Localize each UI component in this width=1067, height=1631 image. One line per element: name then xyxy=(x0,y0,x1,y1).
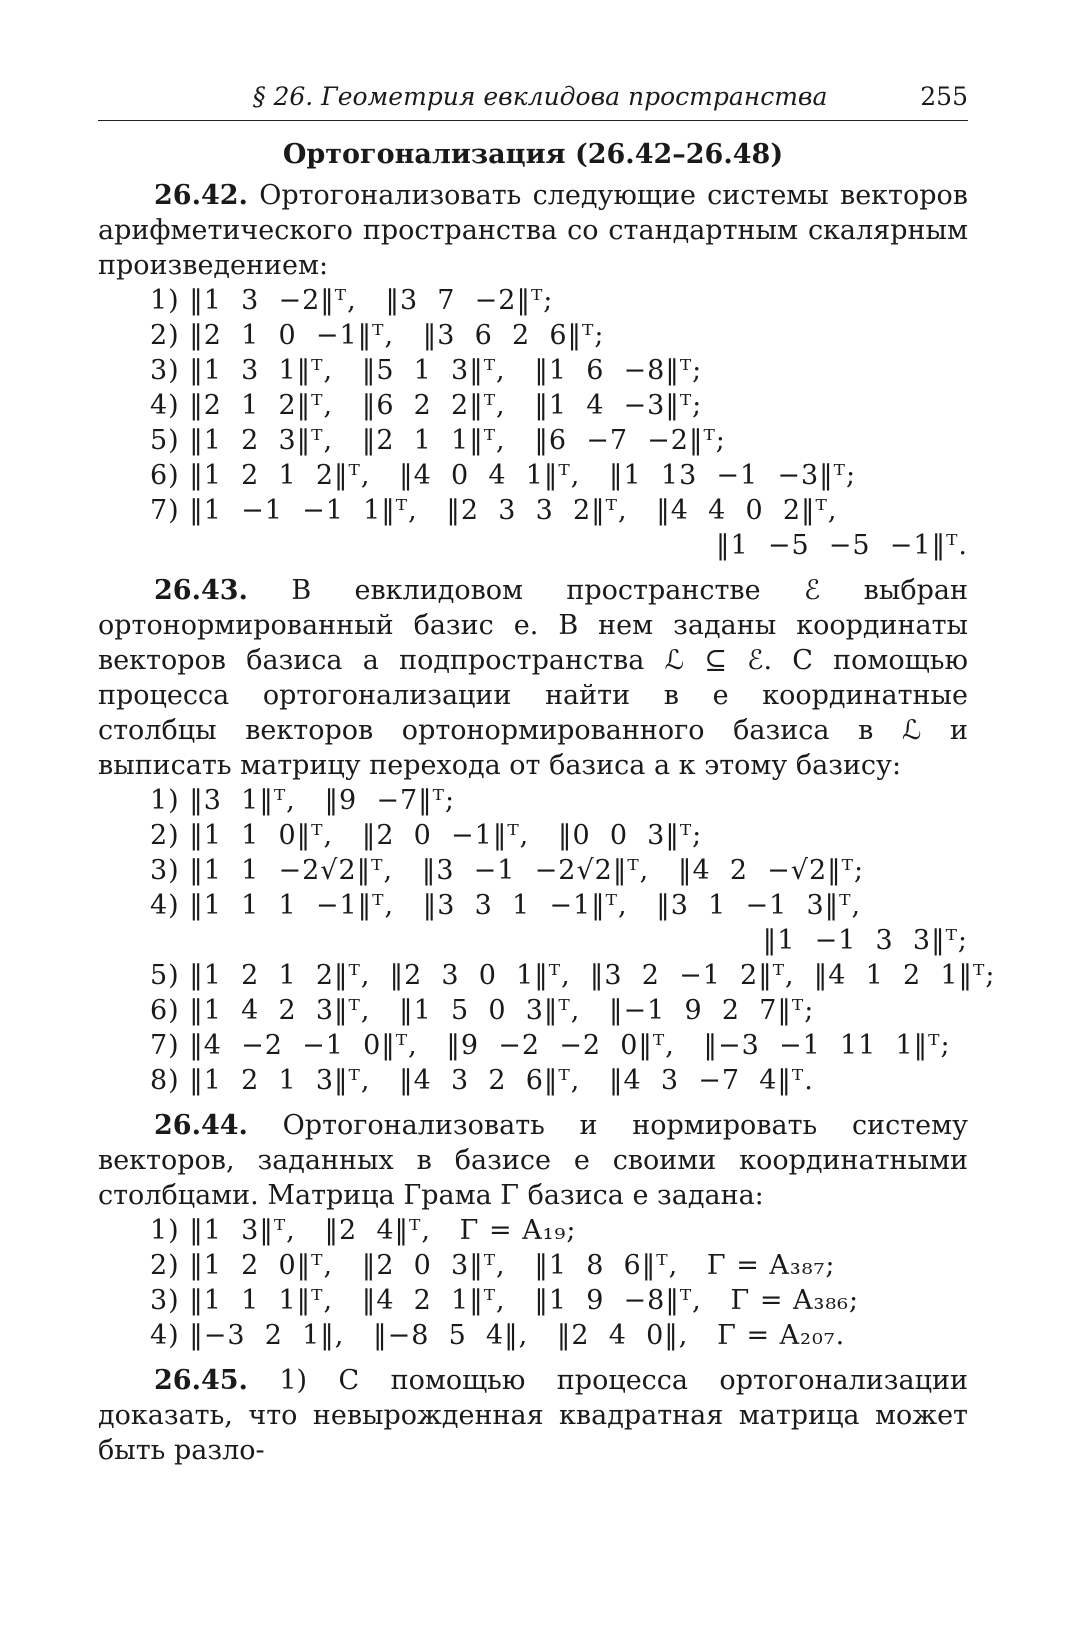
book-page xyxy=(98,72,996,1468)
list-item: 2) ‖2 1 0 −1‖ᵀ, ‖3 6 2 6‖ᵀ; xyxy=(150,320,605,351)
list-item: 1) ‖1 3‖ᵀ, ‖2 4‖ᵀ, Γ = A₁₉; xyxy=(150,1215,577,1246)
list-item-continuation: ‖1 −1 3 3‖ᵀ; xyxy=(762,925,968,956)
list-item: 3) ‖1 1 −2√2‖ᵀ, ‖3 −1 −2√2‖ᵀ, ‖4 2 −√2‖ᵀ; xyxy=(150,855,865,886)
problem-number: 26.44. xyxy=(154,1110,248,1141)
problem-number: 26.42. xyxy=(154,180,248,211)
section-heading: Ортогонализация (26.42–26.48) xyxy=(282,139,784,170)
list-item: 8) ‖1 2 1 3‖ᵀ, ‖4 3 2 6‖ᵀ, ‖4 3 −7 4‖ᵀ. xyxy=(150,1065,814,1096)
problem-26-43 xyxy=(98,573,968,783)
page-number: 255 xyxy=(920,82,968,111)
problem-statement: Ортогонализовать следующие системы векторов арифметического пространства со стандартным скалярным произведением: xyxy=(98,180,968,281)
problem-statement: В евклидовом пространстве ℰ выбран ортонормированный базис e. В нем заданы координаты векторов базиса a подпространства ℒ ⊆ ℰ. С помощью процесса ортогонализации найти в e координатные столбцы векторов ортонормированного базиса в ℒ и выписать матрицу перехода от базиса a к этому базису: xyxy=(98,575,968,781)
list-item: 6) ‖1 2 1 2‖ᵀ, ‖4 0 4 1‖ᵀ, ‖1 13 −1 −3‖ᵀ; xyxy=(150,460,857,491)
list-item: 2) ‖1 1 0‖ᵀ, ‖2 0 −1‖ᵀ, ‖0 0 3‖ᵀ; xyxy=(150,820,703,851)
problem-statement: Ортогонализовать и нормировать систему векторов, заданных в базисе e своими координатными столбцами. Матрица Грама Γ базиса e задана: xyxy=(98,1110,968,1211)
list-item: 4) ‖−3 2 1‖, ‖−8 5 4‖, ‖2 4 0‖, Γ = A₂₀₇. xyxy=(150,1320,846,1351)
problem-number: 26.43. xyxy=(154,575,248,606)
list-item: 6) ‖1 4 2 3‖ᵀ, ‖1 5 0 3‖ᵀ, ‖−1 9 2 7‖ᵀ; xyxy=(150,995,815,1026)
list-item: 7) ‖1 −1 −1 1‖ᵀ, ‖2 3 3 2‖ᵀ, ‖4 4 0 2‖ᵀ, xyxy=(150,495,838,526)
list-item: 4) ‖1 1 1 −1‖ᵀ, ‖3 3 1 −1‖ᵀ, ‖3 1 −1 3‖ᵀ, xyxy=(150,890,862,921)
problem-26-42 xyxy=(98,178,968,283)
running-title: § 26. Геометрия евклидова пространства xyxy=(253,82,828,111)
list-item: 3) ‖1 1 1‖ᵀ, ‖4 2 1‖ᵀ, ‖1 9 −8‖ᵀ, Γ = A₃₈₆; xyxy=(150,1285,860,1316)
problem-26-45 xyxy=(98,1363,968,1468)
list-item-continuation: ‖1 −5 −5 −1‖ᵀ. xyxy=(716,530,968,561)
list-item: 5) ‖1 2 1 2‖ᵀ, ‖2 3 0 1‖ᵀ, ‖3 2 −1 2‖ᵀ, ‖4 1 2 1‖ᵀ; xyxy=(150,960,996,991)
list-item: 1) ‖3 1‖ᵀ, ‖9 −7‖ᵀ; xyxy=(150,785,456,816)
list-item: 3) ‖1 3 1‖ᵀ, ‖5 1 3‖ᵀ, ‖1 6 −8‖ᵀ; xyxy=(150,355,703,386)
problem-number: 26.45. xyxy=(154,1365,248,1396)
list-item: 5) ‖1 2 3‖ᵀ, ‖2 1 1‖ᵀ, ‖6 −7 −2‖ᵀ; xyxy=(150,425,726,456)
list-item: 1) ‖1 3 −2‖ᵀ, ‖3 7 −2‖ᵀ; xyxy=(150,285,554,316)
list-item: 7) ‖4 −2 −1 0‖ᵀ, ‖9 −2 −2 0‖ᵀ, ‖−3 −1 11 1‖ᵀ; xyxy=(150,1030,951,1061)
list-item: 2) ‖1 2 0‖ᵀ, ‖2 0 3‖ᵀ, ‖1 8 6‖ᵀ, Γ = A₃₈₇; xyxy=(150,1250,836,1281)
running-header xyxy=(98,72,968,121)
problem-26-44 xyxy=(98,1108,968,1213)
list-item: 4) ‖2 1 2‖ᵀ, ‖6 2 2‖ᵀ, ‖1 4 −3‖ᵀ; xyxy=(150,390,703,421)
problem-statement: 1) С помощью процесса ортогонализации доказать, что невырожденная квадратная матрица может быть разло- xyxy=(98,1365,968,1466)
